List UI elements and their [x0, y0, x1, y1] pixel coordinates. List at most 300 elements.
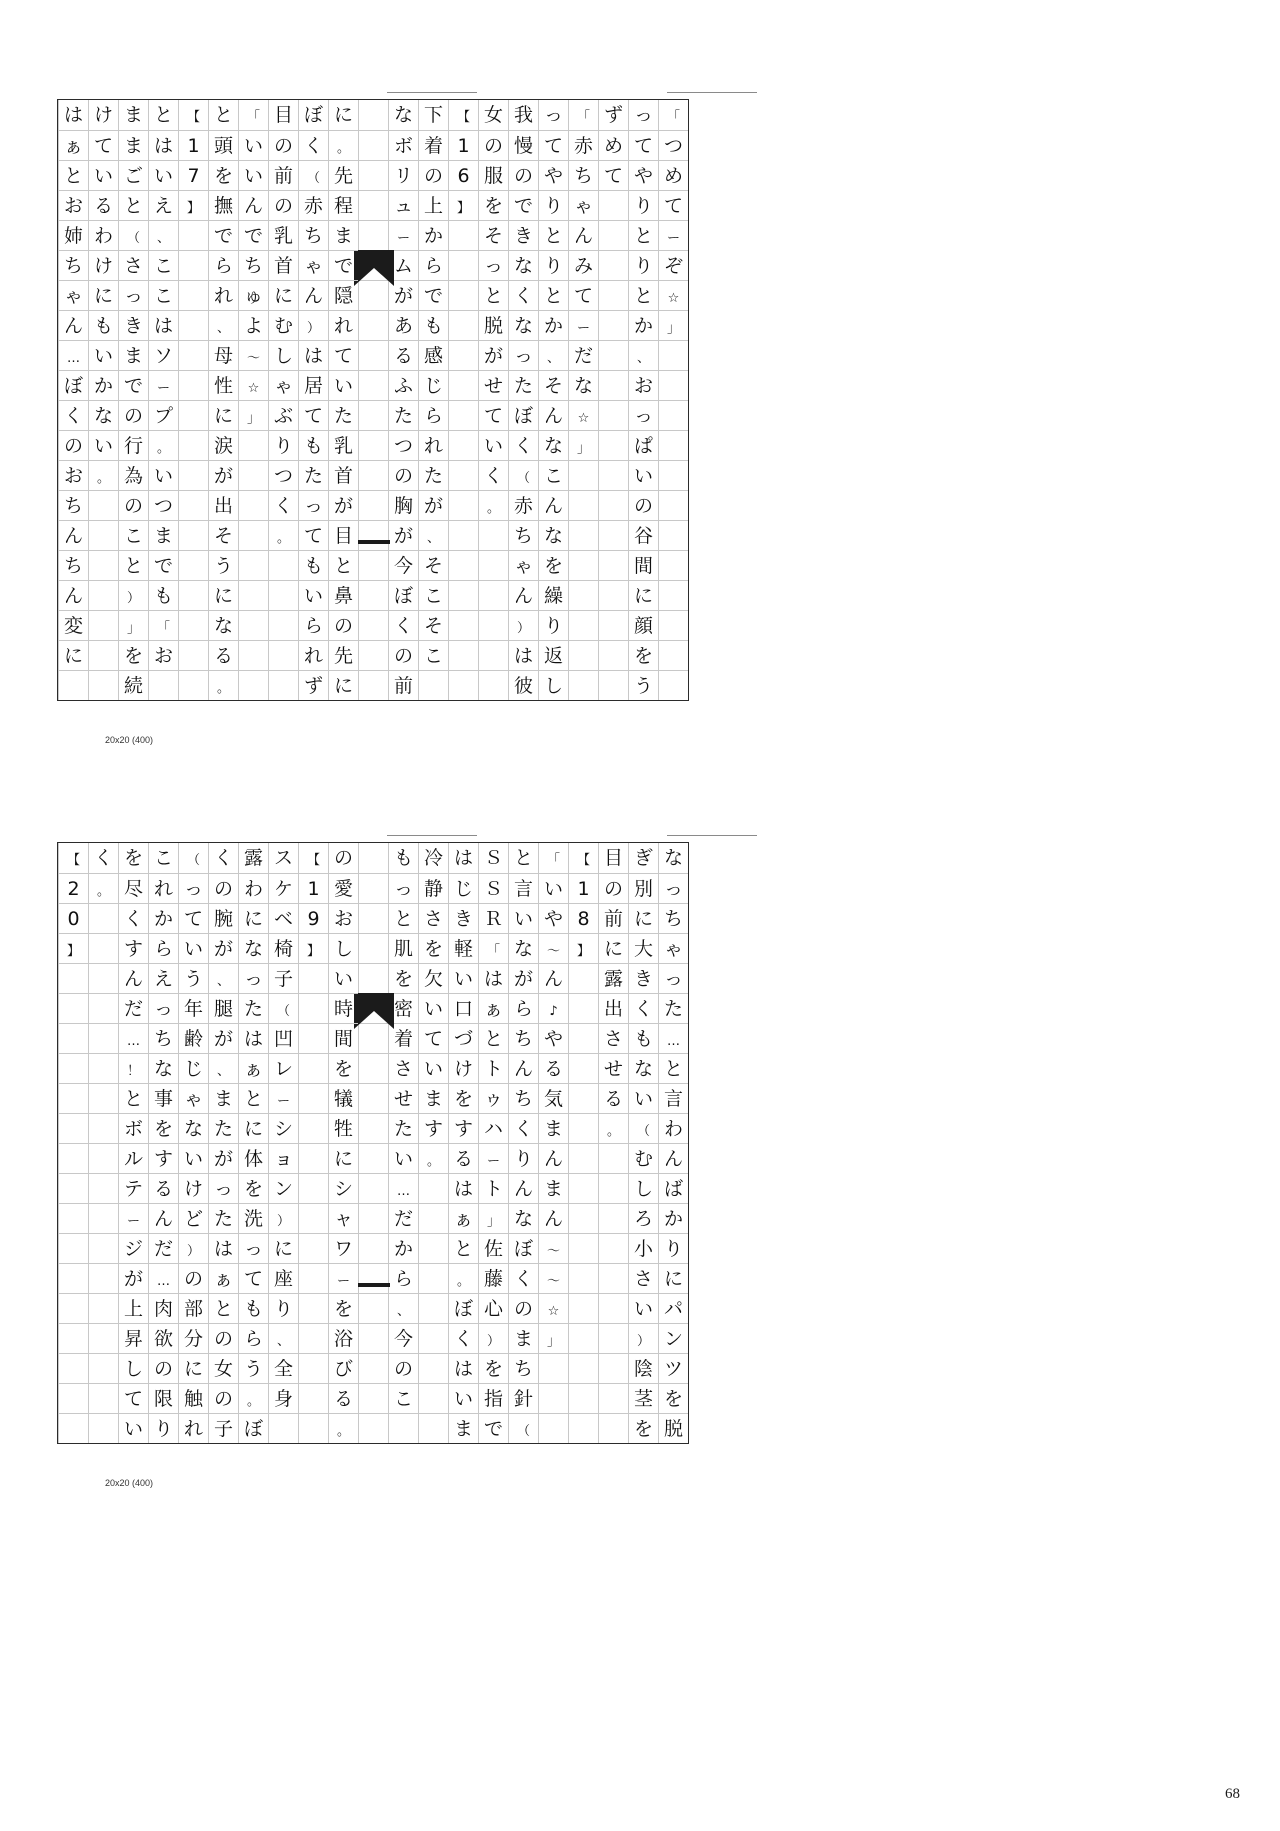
manuscript-cell [449, 310, 478, 340]
manuscript-cell: の [209, 1323, 238, 1353]
manuscript-column [478, 100, 508, 700]
manuscript-cell: か [629, 310, 658, 340]
manuscript-cell: 言 [659, 1083, 688, 1113]
manuscript-cell [89, 550, 118, 580]
manuscript-cell [359, 160, 388, 190]
manuscript-cell: に [599, 933, 628, 963]
manuscript-cell: 変 [59, 610, 88, 640]
manuscript-cell [569, 1263, 598, 1293]
manuscript-cell: か [539, 310, 568, 340]
manuscript-cell: ず [603, 104, 623, 126]
manuscript-cell: つ [149, 490, 178, 520]
manuscript-cell: 、 [629, 340, 658, 370]
manuscript-cell: な [509, 310, 538, 340]
manuscript-cell: だ [149, 1233, 178, 1263]
sheet-tick-mark [387, 835, 477, 841]
manuscript-cell [569, 1023, 598, 1053]
manuscript-cell: ま [123, 104, 143, 126]
manuscript-cell: 彼 [509, 670, 538, 700]
manuscript-cell: 乳 [269, 220, 298, 250]
manuscript-cell: し [269, 340, 298, 370]
manuscript-cell: こ [419, 580, 448, 610]
manuscript-cell: 8 [569, 903, 598, 933]
manuscript-cell: 【 [66, 853, 80, 868]
manuscript-column [58, 100, 88, 700]
manuscript-cell [599, 550, 628, 580]
manuscript-cell: か [149, 903, 178, 933]
manuscript-cell: ふ [389, 370, 418, 400]
manuscript-column [328, 100, 358, 700]
manuscript-cell [449, 370, 478, 400]
manuscript-cell: は [149, 130, 178, 160]
manuscript-cell: と [479, 280, 508, 310]
manuscript-cell: 別 [629, 873, 658, 903]
manuscript-cell: ん [539, 490, 568, 520]
manuscript-cell [269, 580, 298, 610]
manuscript-cell [569, 520, 598, 550]
manuscript-cell: ぁ [59, 130, 88, 160]
manuscript-cell [359, 933, 388, 963]
manuscript-cell: に [659, 1263, 688, 1293]
manuscript-cell: な [239, 933, 268, 963]
manuscript-cell [599, 460, 628, 490]
manuscript-cell [599, 370, 628, 400]
manuscript-cell: 齢 [179, 1023, 208, 1053]
manuscript-cell: 先 [329, 640, 358, 670]
manuscript-cell [449, 610, 478, 640]
manuscript-cell: く [269, 490, 298, 520]
manuscript-cell: 返 [539, 640, 568, 670]
manuscript-cell [359, 520, 388, 550]
manuscript-cell [569, 1173, 598, 1203]
manuscript-cell: ぁ [449, 1203, 478, 1233]
manuscript-cell: が [209, 1143, 238, 1173]
manuscript-cell: ま [119, 130, 148, 160]
manuscript-cell: ） [179, 1233, 208, 1263]
manuscript-cell [89, 520, 118, 550]
manuscript-cell: 赤 [569, 130, 598, 160]
manuscript-cell: じ [449, 873, 478, 903]
manuscript-cell [449, 550, 478, 580]
manuscript-cell [299, 993, 328, 1023]
manuscript-cell: 隠 [329, 280, 358, 310]
manuscript-cell: 露 [243, 847, 263, 869]
manuscript-cell: み [569, 250, 598, 280]
manuscript-cell [599, 250, 628, 280]
manuscript-cell: そ [209, 520, 238, 550]
manuscript-cell: 欠 [419, 963, 448, 993]
manuscript-cell: 首 [329, 460, 358, 490]
manuscript-cell: さ [599, 1023, 628, 1053]
manuscript-cell: ぎ [633, 847, 653, 869]
manuscript-cell [359, 460, 388, 490]
manuscript-cell: た [389, 400, 418, 430]
manuscript-cell: （ [186, 853, 200, 868]
manuscript-cell: 口 [449, 993, 478, 1023]
manuscript-cell [569, 1383, 598, 1413]
manuscript-cell: で [209, 220, 238, 250]
manuscript-cell [419, 1233, 448, 1263]
manuscript-cell: い [539, 873, 568, 903]
manuscript-cell: は [149, 310, 178, 340]
manuscript-cell: と [389, 903, 418, 933]
manuscript-cell: っ [119, 280, 148, 310]
manuscript-cell: ） [119, 580, 148, 610]
manuscript-cell: 頭 [209, 130, 238, 160]
manuscript-cell: 触 [179, 1383, 208, 1413]
manuscript-cell: 子 [209, 1413, 238, 1443]
manuscript-cell: づ [449, 1023, 478, 1053]
manuscript-cell [599, 430, 628, 460]
manuscript-cell [569, 640, 598, 670]
manuscript-cell: に [629, 580, 658, 610]
manuscript-cell [59, 1323, 88, 1353]
manuscript-cell: 欲 [149, 1323, 178, 1353]
manuscript-cell: （ [119, 220, 148, 250]
manuscript-cell: 座 [269, 1263, 298, 1293]
manuscript-cell: ん [149, 1203, 178, 1233]
manuscript-cell [89, 1173, 118, 1203]
manuscript-cell: ぼ [509, 1233, 538, 1263]
manuscript-cell: も [419, 310, 448, 340]
sheet-size-label: 20x20 (400) [105, 1478, 154, 1488]
manuscript-cell: で [509, 190, 538, 220]
manuscript-cell: 1 [449, 130, 478, 160]
manuscript-cell: 、 [209, 310, 238, 340]
manuscript-cell: れ [329, 310, 358, 340]
manuscript-cell [449, 430, 478, 460]
manuscript-cell: く [509, 430, 538, 460]
manuscript-cell: 胸 [389, 490, 418, 520]
manuscript-cell: リ [389, 160, 418, 190]
sheet-tick-mark [387, 92, 477, 98]
manuscript-cell [299, 1263, 328, 1293]
manuscript-cell: 。 [419, 1143, 448, 1173]
manuscript-cell: 【 [186, 110, 200, 125]
manuscript-cell: と [329, 550, 358, 580]
manuscript-cell: ち [59, 490, 88, 520]
manuscript-cell: 部 [179, 1293, 208, 1323]
manuscript-cell: で [149, 550, 178, 580]
manuscript-cell [89, 1083, 118, 1113]
manuscript-cell: て [119, 1383, 148, 1413]
manuscript-cell [269, 640, 298, 670]
manuscript-cell [599, 1383, 628, 1413]
manuscript-cell: 」 [569, 430, 598, 460]
manuscript-cell [179, 220, 208, 250]
manuscript-cell [659, 610, 688, 640]
manuscript-cell: わ [89, 220, 118, 250]
manuscript-cell [179, 670, 208, 700]
manuscript-cell [299, 1143, 328, 1173]
manuscript-cell: な [393, 104, 413, 126]
manuscript-cell: 「 [246, 110, 260, 125]
manuscript-cell: ト [479, 1173, 508, 1203]
manuscript-cell: り [509, 1143, 538, 1173]
manuscript-cell: い [479, 430, 508, 460]
manuscript-cell: と [539, 220, 568, 250]
manuscript-cell: 気 [539, 1083, 568, 1113]
manuscript-cell: 尽 [119, 873, 148, 903]
manuscript-cell [599, 520, 628, 550]
manuscript-cell: に [333, 104, 353, 126]
manuscript-column [568, 100, 598, 700]
manuscript-cell: ャ [329, 1203, 358, 1233]
manuscript-cell: ー [119, 1203, 148, 1233]
manuscript-cell [599, 1293, 628, 1323]
manuscript-cell [359, 1323, 388, 1353]
manuscript-cell: こ [149, 280, 178, 310]
manuscript-cell [179, 520, 208, 550]
manuscript-cell: い [149, 160, 178, 190]
manuscript-cell [89, 490, 118, 520]
manuscript-cell [239, 490, 268, 520]
manuscript-cell: ま [449, 1413, 478, 1443]
manuscript-cell: 谷 [629, 520, 658, 550]
manuscript-cell: テ [119, 1173, 148, 1203]
manuscript-cell: ル [119, 1143, 148, 1173]
manuscript-cell: を [149, 1113, 178, 1143]
manuscript-cell: 浴 [329, 1323, 358, 1353]
manuscript-cell [449, 340, 478, 370]
manuscript-cell: い [239, 130, 268, 160]
manuscript-cell: 脱 [659, 1413, 688, 1443]
manuscript-cell: え [149, 963, 178, 993]
manuscript-cell [569, 550, 598, 580]
manuscript-cell: と [119, 1083, 148, 1113]
manuscript-cell: ム [389, 250, 418, 280]
manuscript-cell [359, 220, 388, 250]
manuscript-cell [239, 640, 268, 670]
manuscript-cell: 佐 [479, 1233, 508, 1263]
manuscript-cell: か [389, 1233, 418, 1263]
manuscript-cell: の [509, 160, 538, 190]
manuscript-cell: な [509, 250, 538, 280]
manuscript-cell: 着 [419, 130, 448, 160]
manuscript-cell [179, 430, 208, 460]
manuscript-cell: 0 [59, 903, 88, 933]
manuscript-cell: の [269, 190, 298, 220]
manuscript-cell [599, 1323, 628, 1353]
manuscript-cell [599, 1233, 628, 1263]
manuscript-cell: 。 [269, 520, 298, 550]
manuscript-cell: ち [509, 1023, 538, 1053]
manuscript-cell [569, 1143, 598, 1173]
manuscript-cell: な [509, 933, 538, 963]
manuscript-cell: い [629, 460, 658, 490]
manuscript-cell: 先 [329, 160, 358, 190]
manuscript-cell: だ [389, 1203, 418, 1233]
manuscript-cell: … [389, 1173, 418, 1203]
manuscript-cell: 前 [389, 670, 418, 700]
manuscript-cell: っ [179, 873, 208, 903]
manuscript-cell [89, 1263, 118, 1293]
manuscript-cell: び [329, 1353, 358, 1383]
manuscript-cell: 、 [389, 1293, 418, 1323]
manuscript-cell: て [89, 130, 118, 160]
manuscript-cell: が [119, 1263, 148, 1293]
manuscript-cell: た [209, 1203, 238, 1233]
manuscript-cell: 愛 [329, 873, 358, 903]
manuscript-cell: ん [539, 1143, 568, 1173]
manuscript-cell: ぼ [449, 1293, 478, 1323]
manuscript-cell: の [389, 1353, 418, 1383]
manuscript-cell: ぼ [239, 1413, 268, 1443]
manuscript-cell: 】 [179, 190, 208, 220]
manuscript-cell [539, 1413, 568, 1443]
manuscript-cell: を [239, 1173, 268, 1203]
manuscript-cell [179, 550, 208, 580]
manuscript-cell [359, 190, 388, 220]
manuscript-cell: 繰 [539, 580, 568, 610]
manuscript-cell: は [63, 104, 83, 126]
manuscript-cell [239, 520, 268, 550]
manuscript-column [418, 100, 448, 700]
manuscript-cell: く [509, 1113, 538, 1143]
manuscript-cell: 」 [539, 1323, 568, 1353]
manuscript-cell: む [269, 310, 298, 340]
manuscript-cell [299, 1353, 328, 1383]
manuscript-cell: く [59, 400, 88, 430]
manuscript-cell: ん [569, 220, 598, 250]
manuscript-cell: ゃ [59, 280, 88, 310]
manuscript-cell: ュ [389, 190, 418, 220]
manuscript-cell [569, 1323, 598, 1353]
manuscript-cell: な [539, 520, 568, 550]
manuscript-cell: ゃ [569, 190, 598, 220]
manuscript-cell: う [179, 963, 208, 993]
manuscript-cell: ち [59, 250, 88, 280]
manuscript-cell: ん [659, 1143, 688, 1173]
manuscript-cell: と [119, 550, 148, 580]
manuscript-cell: Ｒ [479, 903, 508, 933]
manuscript-column [448, 843, 478, 1443]
manuscript-cell: っ [479, 250, 508, 280]
manuscript-cell: 「 [149, 610, 178, 640]
manuscript-cell [179, 610, 208, 640]
manuscript-cell [179, 310, 208, 340]
manuscript-cell: ☆ [569, 400, 598, 430]
manuscript-cell: ら [149, 933, 178, 963]
manuscript-cell: 」 [119, 610, 148, 640]
manuscript-cell: ん [509, 1173, 538, 1203]
manuscript-cell [59, 1413, 88, 1443]
manuscript-cell: っ [543, 104, 563, 126]
manuscript-cell: が [419, 490, 448, 520]
manuscript-cell: 【 [576, 853, 590, 868]
manuscript-cell: や [539, 160, 568, 190]
manuscript-cell: の [269, 130, 298, 160]
manuscript-cell [569, 1293, 598, 1323]
manuscript-cell: る [89, 190, 118, 220]
manuscript-cell: ー [479, 1143, 508, 1173]
manuscript-cell: ご [119, 160, 148, 190]
manuscript-cell: を [119, 640, 148, 670]
manuscript-cell: … [149, 1263, 178, 1293]
manuscript-cell: ～ [539, 933, 568, 963]
manuscript-cell: て [179, 903, 208, 933]
manuscript-cell [569, 580, 598, 610]
manuscript-cell: 昇 [119, 1323, 148, 1353]
manuscript-cell [479, 520, 508, 550]
manuscript-cell [359, 400, 388, 430]
manuscript-column [148, 843, 178, 1443]
manuscript-cell: く [213, 847, 233, 869]
manuscript-cell: い [629, 1293, 658, 1323]
manuscript-cell: も [89, 310, 118, 340]
manuscript-cell: 静 [419, 873, 448, 903]
manuscript-cell: ） [269, 1203, 298, 1233]
manuscript-cell: き [449, 903, 478, 933]
manuscript-cell: ハ [479, 1113, 508, 1143]
manuscript-cell: と [539, 280, 568, 310]
manuscript-cell: ら [389, 1263, 418, 1293]
manuscript-cell: 感 [419, 340, 448, 370]
manuscript-cell: 分 [179, 1323, 208, 1353]
manuscript-cell [179, 340, 208, 370]
manuscript-cell: い [419, 1053, 448, 1083]
manuscript-cell: お [629, 370, 658, 400]
manuscript-cell: ～ [239, 340, 268, 370]
manuscript-cell [659, 370, 688, 400]
manuscript-cell [449, 490, 478, 520]
manuscript-cell: い [119, 1413, 148, 1443]
manuscript-cell: し [629, 1173, 658, 1203]
manuscript-cell: ら [419, 400, 448, 430]
manuscript-cell: は [449, 1173, 478, 1203]
manuscript-cell: く [479, 460, 508, 490]
manuscript-cell: 、 [269, 1323, 298, 1353]
manuscript-cell: 涙 [209, 430, 238, 460]
manuscript-cell [569, 490, 598, 520]
manuscript-column [478, 843, 508, 1443]
manuscript-cell [419, 1263, 448, 1293]
manuscript-cell [599, 1203, 628, 1233]
manuscript-cell: も [239, 1293, 268, 1323]
manuscript-cell: ぞ [659, 250, 688, 280]
manuscript-cell: 身 [269, 1383, 298, 1413]
manuscript-cell: 6 [449, 160, 478, 190]
manuscript-cell [359, 1083, 388, 1113]
manuscript-cell: た [239, 993, 268, 1023]
manuscript-cell: も [299, 550, 328, 580]
manuscript-cell: 「 [576, 110, 590, 125]
manuscript-cell: そ [419, 550, 448, 580]
manuscript-cell: に [269, 1233, 298, 1263]
manuscript-cell: の [119, 490, 148, 520]
manuscript-cell [59, 1053, 88, 1083]
manuscript-cell: の [509, 1293, 538, 1323]
manuscript-cell: 間 [329, 1023, 358, 1053]
manuscript-cell: 女 [483, 104, 503, 126]
manuscript-cell: と [479, 1023, 508, 1053]
manuscript-cell: け [179, 1173, 208, 1203]
manuscript-cell: く [93, 847, 113, 869]
manuscript-cell: ツ [659, 1353, 688, 1383]
manuscript-cell: く [449, 1323, 478, 1353]
manuscript-cell: く [299, 130, 328, 160]
manuscript-cell [299, 1023, 328, 1053]
manuscript-cell [179, 370, 208, 400]
manuscript-cell: を [629, 640, 658, 670]
manuscript-cell: ワ [329, 1233, 358, 1263]
manuscript-cell: が [329, 490, 358, 520]
manuscript-cell [599, 400, 628, 430]
manuscript-cell: れ [149, 873, 178, 903]
manuscript-cell: て [299, 520, 328, 550]
manuscript-cell: や [539, 903, 568, 933]
manuscript-column [658, 843, 688, 1443]
